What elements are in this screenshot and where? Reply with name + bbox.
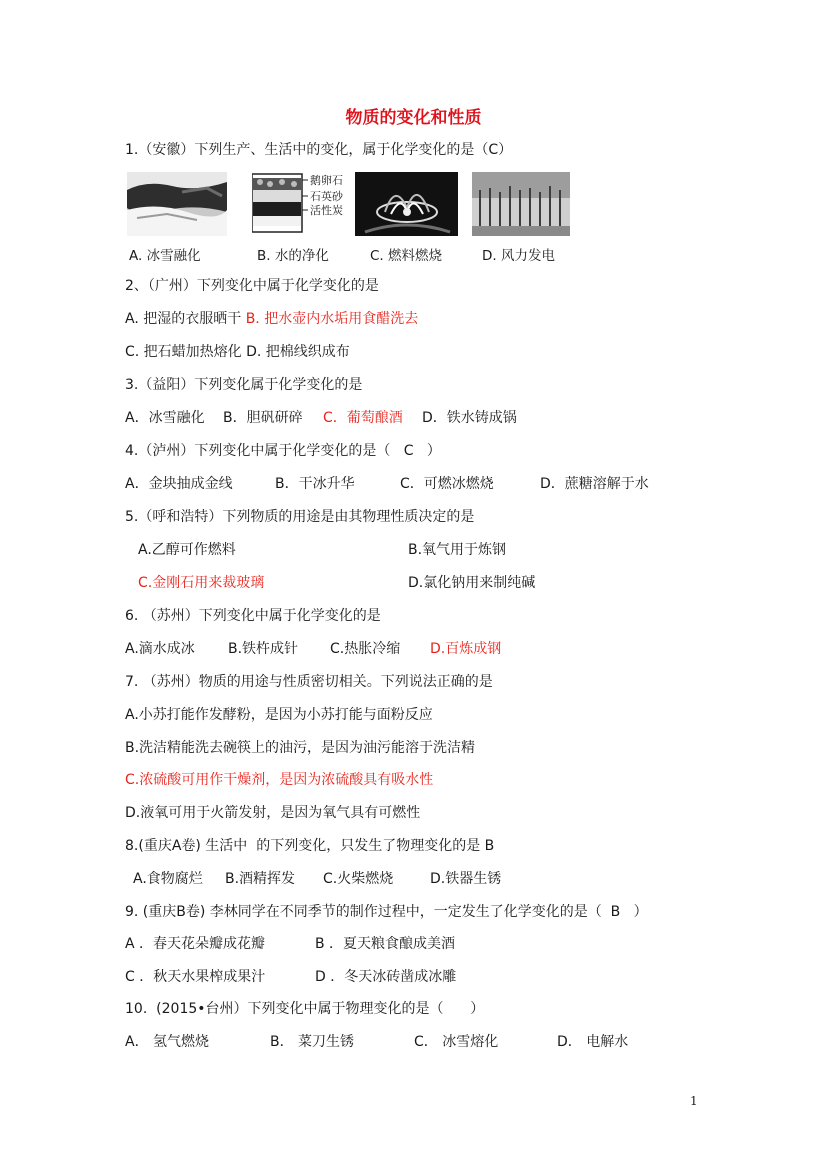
q8-option-b: B.酒精挥发 (225, 871, 296, 887)
water-filter-picture (252, 172, 357, 236)
q6-option-a: A.滴水成冰 (125, 641, 195, 657)
q9-option-c: C ．秋天水果榨成果汁 (125, 969, 266, 985)
q6-option-c: C.热胀冷缩 (330, 641, 401, 657)
q2-option-a: A. 把湿的衣服晒干 (125, 311, 246, 327)
q5-stem: 5.（呼和浩特）下列物质的用途是由其物理性质决定的是 (125, 509, 475, 525)
q6-option-b: B.铁杵成针 (228, 641, 299, 657)
q4-option-d: D．蔗糖溶解于水 (540, 476, 649, 492)
q4-option-a: A．金块抽成金线 (125, 476, 233, 492)
q3-answer-c: C．葡萄酿酒 (323, 410, 403, 426)
q9-stem: 9. (重庆B卷) 李林同学在不同季节的制作过程中，一定发生了化学变化的是（ B ） (125, 904, 648, 920)
q2-row2: C. 把石蜡加热熔化 D. 把棉线织成布 (125, 344, 350, 360)
q8-stem: 8.(重庆A卷) 生活中 的下列变化，只发生了物理变化的是 B (125, 838, 495, 854)
q1-option-a: A. 冰雪融化 (129, 248, 201, 264)
q1-option-b: B. 水的净化 (257, 248, 329, 264)
page-number: 1 (690, 1094, 698, 1108)
q1-option-d: D. 风力发电 (482, 248, 555, 264)
q10-option-b: B． 菜刀生锈 (270, 1034, 355, 1050)
q9-option-d: D ．冬天冰砖凿成冰雕 (315, 969, 457, 985)
q2-stem: 2、（广州）下列变化中属于化学变化的是 (125, 278, 379, 294)
q4-stem: 4.（泸州）下列变化中属于化学变化的是（ C ） (125, 443, 441, 459)
q5-option-b: B.氧气用于炼钢 (408, 542, 507, 558)
q8-option-c: C.火柴燃烧 (323, 871, 394, 887)
q4-option-b: B．干冰升华 (275, 476, 355, 492)
ice-melting-picture (127, 172, 227, 236)
q5-option-a: A.乙醇可作燃料 (138, 542, 236, 558)
q7-option-b: B.洗洁精能洗去碗筷上的油污，是因为油污能溶于洗洁精 (125, 740, 476, 756)
q5-answer-c: C.金刚石用来裁玻璃 (138, 575, 265, 591)
fuel-burning-picture (355, 172, 458, 236)
page-title: 物质的变化和性质 (345, 108, 482, 128)
q3-option-a: A．冰雪融化 (125, 410, 205, 426)
wind-power-picture (472, 172, 570, 236)
q2-answer-b: B. 把水壶内水垢用食醋洗去 (245, 311, 419, 327)
q7-answer-c: C.浓硫酸可用作干燥剂，是因为浓硫酸具有吸水性 (125, 772, 434, 788)
q1-stem: 1.（安徽）下列生产、生活中的变化，属于化学变化的是（C） (125, 142, 513, 158)
q2-row1 (125, 309, 418, 329)
q10-option-c: C． 冰雪熔化 (414, 1034, 499, 1050)
pebble-label: 鹅卵石 (310, 174, 343, 187)
q5-option-d: D.氯化钠用来制纯碱 (408, 575, 536, 591)
q1-option-c: C. 燃料燃烧 (370, 248, 443, 264)
q9-option-b: B ．夏天粮食酿成美酒 (315, 936, 456, 952)
q6-answer-d: D.百炼成钢 (430, 641, 502, 657)
quartz-sand-label: 石英砂 (310, 190, 343, 203)
q6-stem: 6. （苏州）下列变化中属于化学变化的是 (125, 608, 381, 624)
q3-stem: 3.（益阳）下列变化属于化学变化的是 (125, 377, 363, 393)
q8-option-d: D.铁器生锈 (430, 871, 502, 887)
q10-stem: 10. (2015•台州）下列变化中属于物理变化的是（ ） (125, 1001, 485, 1017)
q4-option-c: C．可燃冰燃烧 (400, 476, 494, 492)
q8-option-a: A.食物腐烂 (133, 871, 203, 887)
q7-option-d: D.液氧可用于火箭发射，是因为氧气具有可燃性 (125, 805, 421, 821)
q10-option-a: A． 氢气燃烧 (125, 1034, 210, 1050)
activated-carbon-label: 活性炭 (310, 204, 343, 217)
q7-stem: 7. （苏州）物质的用途与性质密切相关。下列说法正确的是 (125, 674, 493, 690)
q3-option-b: B．胆矾研碎 (223, 410, 303, 426)
q1-pictures (127, 172, 577, 262)
q10-option-d: D． 电解水 (557, 1034, 629, 1050)
q7-option-a: A.小苏打能作发酵粉，是因为小苏打能与面粉反应 (125, 707, 433, 723)
q9-option-a: A ．春天花朵瓣成花瓣 (125, 936, 266, 952)
q3-option-d: D．铁水铸成锅 (422, 410, 517, 426)
